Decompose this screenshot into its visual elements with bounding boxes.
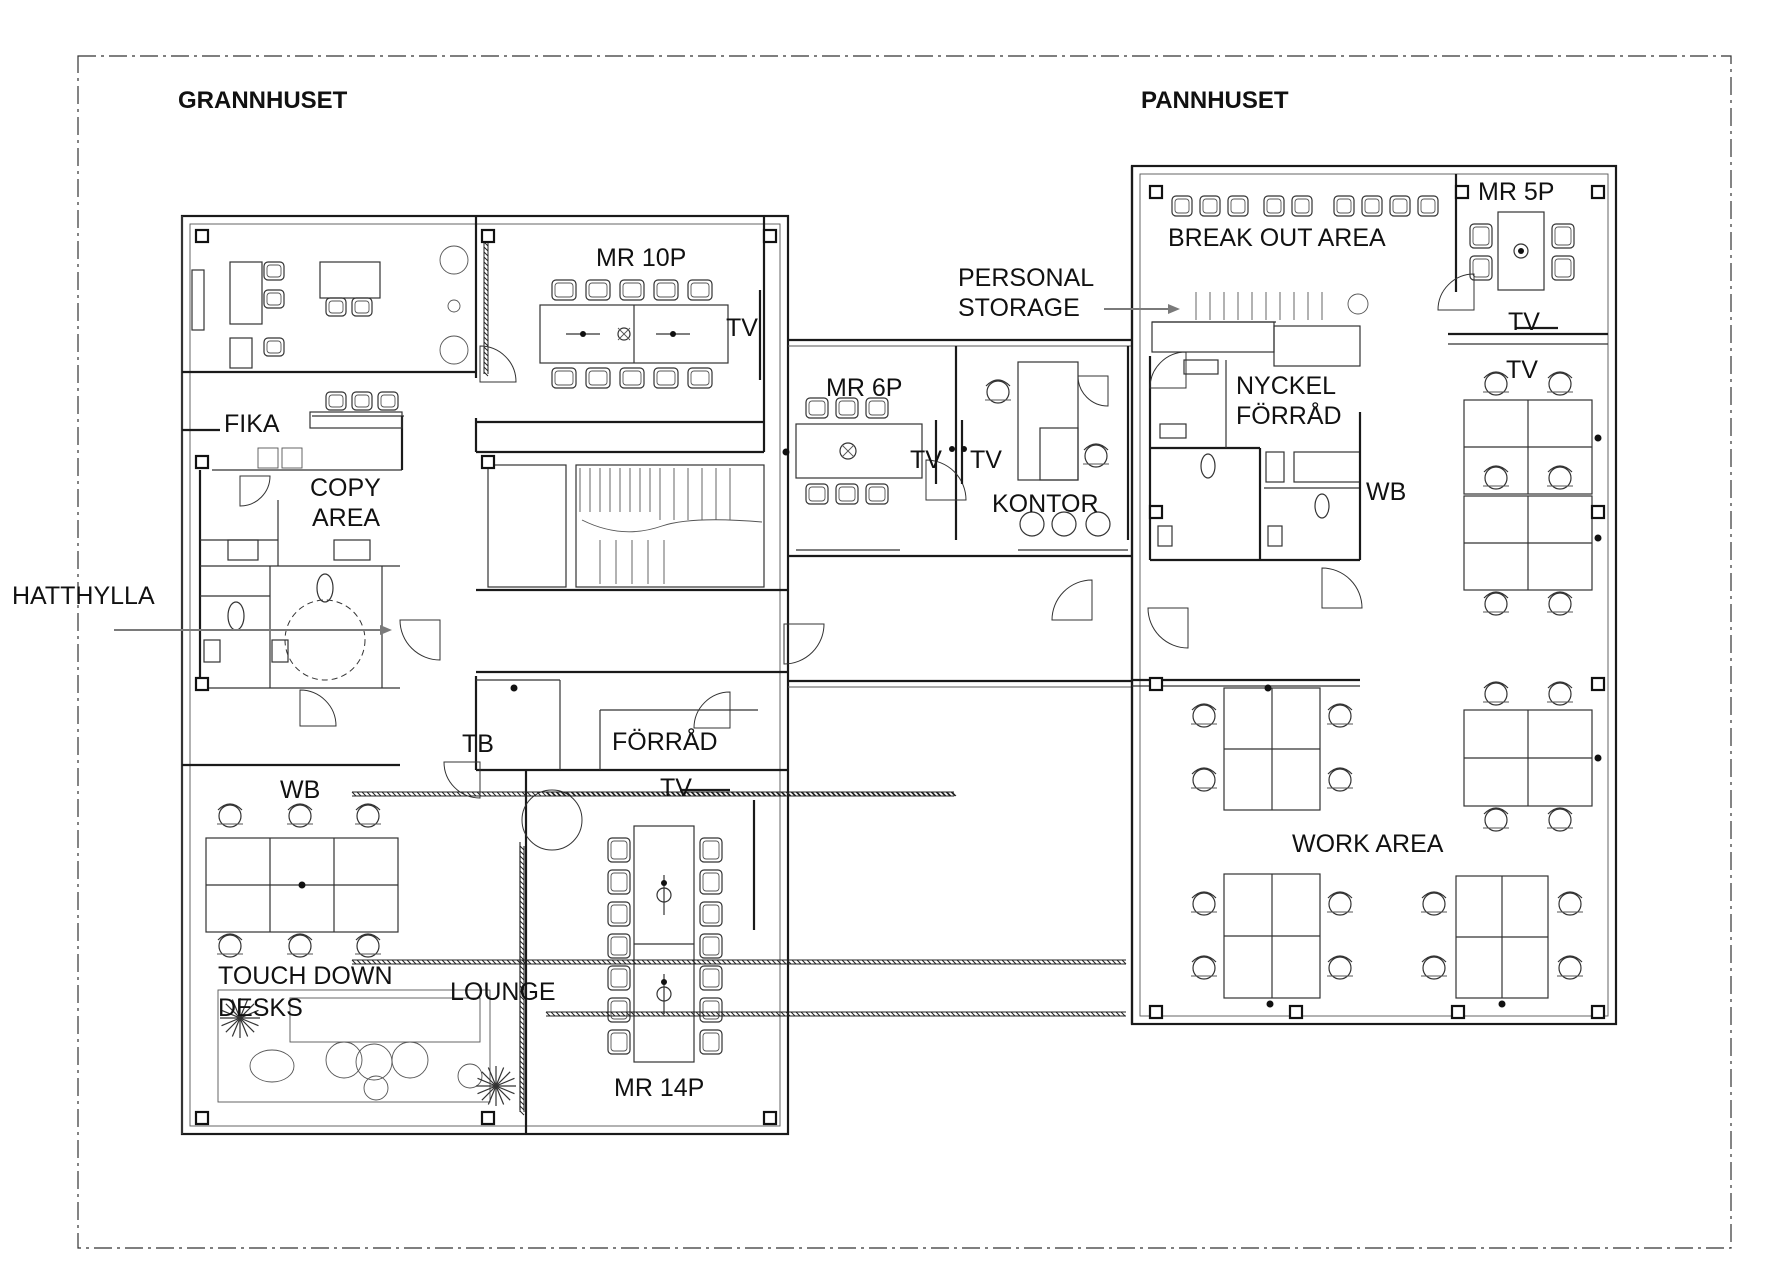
structural-column	[196, 456, 208, 468]
chair-icon	[1327, 704, 1353, 727]
label-hatthylla: HATTHYLLA	[12, 582, 155, 610]
chair-icon	[1483, 682, 1509, 705]
chair-icon	[1327, 956, 1353, 979]
label-tv-mr5p: TV	[1508, 308, 1540, 336]
acoustic-partition	[484, 232, 488, 376]
chair-icon	[1547, 466, 1573, 489]
wc-fixtures-left	[204, 540, 370, 680]
chair-icon	[326, 392, 346, 410]
mr6p-table	[796, 424, 922, 478]
label-lounge: LOUNGE	[450, 978, 556, 1006]
chair-icon	[620, 368, 644, 388]
chair-icon	[1172, 196, 1192, 216]
label-personal-storage-1: PERSONAL	[958, 264, 1095, 292]
chair-icon	[1557, 892, 1583, 915]
chair-icon	[586, 368, 610, 388]
chair-icon	[1083, 444, 1109, 467]
chair-icon	[1483, 466, 1509, 489]
chair-icon	[1483, 592, 1509, 615]
label-mr10p: MR 10P	[596, 244, 687, 272]
label-mr6p: MR 6P	[826, 374, 903, 402]
chair-icon	[608, 934, 630, 958]
staircase-icon	[580, 468, 762, 584]
structural-column	[196, 230, 208, 242]
chair-icon	[1470, 224, 1492, 248]
structural-column	[482, 456, 494, 468]
label-touch-down-1: TOUCH DOWN	[218, 962, 393, 990]
chair-icon	[1552, 224, 1574, 248]
chair-icon	[264, 262, 284, 280]
chair-icon	[1421, 956, 1447, 979]
chair-icon	[1557, 956, 1583, 979]
lounge-furniture	[250, 790, 582, 1100]
hatthylla-arrow	[114, 625, 392, 635]
mr10p-table	[540, 305, 728, 363]
chair-icon	[264, 290, 284, 308]
label-mr14p: MR 14P	[614, 1074, 705, 1102]
chair-icon	[700, 934, 722, 958]
chair-icon	[287, 934, 313, 957]
chair-icon	[608, 966, 630, 990]
tv-screens	[680, 328, 1558, 790]
chair-icon	[1421, 892, 1447, 915]
chair-icon	[1390, 196, 1410, 216]
personal-storage-lockers	[1196, 292, 1368, 320]
chair-icon	[1547, 808, 1573, 831]
chair-icon	[1547, 682, 1573, 705]
chair-icon	[654, 280, 678, 300]
door-swing-icon	[240, 274, 1474, 798]
pannhuset-walls	[1132, 166, 1616, 1024]
chair-icon	[355, 804, 381, 827]
structural-column	[1592, 506, 1604, 518]
chair-icon	[1418, 196, 1438, 216]
chair-icon	[866, 484, 888, 504]
structural-column	[1592, 678, 1604, 690]
structural-column	[482, 1112, 494, 1124]
structural-column	[1456, 186, 1468, 198]
chair-icon	[1327, 892, 1353, 915]
chair-icon	[654, 368, 678, 388]
chair-icon	[326, 298, 346, 316]
label-break-out-area: BREAK OUT AREA	[1168, 224, 1386, 252]
chair-icon	[1191, 956, 1217, 979]
chair-icon	[608, 838, 630, 862]
chair-icon	[620, 280, 644, 300]
mr6p-chairs	[806, 398, 888, 504]
label-tv-work: TV	[1506, 356, 1538, 384]
work-area-chairs	[1191, 372, 1583, 979]
label-tv-mr6p: TV	[910, 446, 942, 474]
touch-down-chairs	[217, 804, 381, 957]
label-tv-kontor: TV	[970, 446, 1002, 474]
structural-columns	[196, 186, 1604, 1124]
structural-column	[196, 678, 208, 690]
structural-column	[482, 230, 494, 242]
chair-icon	[688, 368, 712, 388]
label-fika: FIKA	[224, 410, 280, 438]
chair-icon	[608, 870, 630, 894]
chair-icon	[264, 338, 284, 356]
structural-column	[1452, 1006, 1464, 1018]
label-tv-mr14p: TV	[660, 774, 692, 802]
structural-column	[196, 1112, 208, 1124]
structural-column	[1150, 186, 1162, 198]
chair-icon	[608, 1030, 630, 1054]
label-forrad: FÖRRÅD	[612, 728, 718, 756]
label-tb: TB	[462, 730, 494, 758]
label-work-area: WORK AREA	[1292, 830, 1444, 858]
plan-boundary	[78, 56, 1731, 1248]
label-nyckel-1: NYCKEL	[1236, 372, 1337, 400]
chair-icon	[608, 902, 630, 926]
label-nyckel-2: FÖRRÅD	[1236, 402, 1342, 430]
chair-icon	[552, 368, 576, 388]
chair-icon	[217, 934, 243, 957]
chair-icon	[806, 484, 828, 504]
chair-icon	[1191, 768, 1217, 791]
chair-icon	[1292, 196, 1312, 216]
structural-column	[1150, 506, 1162, 518]
chair-icon	[700, 1030, 722, 1054]
chair-icon	[1547, 592, 1573, 615]
structural-column	[1150, 678, 1162, 690]
label-personal-storage-2: STORAGE	[958, 294, 1080, 322]
chair-icon	[1483, 808, 1509, 831]
chair-icon	[1334, 196, 1354, 216]
chair-icon	[700, 838, 722, 862]
label-kontor: KONTOR	[992, 490, 1099, 518]
chair-icon	[1362, 196, 1382, 216]
label-copy-area-2: AREA	[312, 504, 381, 532]
chair-icon	[806, 398, 828, 418]
chair-icon	[352, 392, 372, 410]
chair-icon	[1470, 256, 1492, 280]
chair-icon	[700, 966, 722, 990]
chair-icon	[985, 380, 1011, 403]
structural-column	[1592, 1006, 1604, 1018]
structural-column	[764, 230, 776, 242]
chair-icon	[378, 392, 398, 410]
chair-icon	[836, 484, 858, 504]
break-out-chairs	[1172, 196, 1438, 216]
chair-icon	[1200, 196, 1220, 216]
structural-column	[1592, 186, 1604, 198]
structural-column	[764, 1112, 776, 1124]
touch-down-desks	[206, 838, 398, 932]
chair-icon	[352, 298, 372, 316]
chair-icon	[355, 934, 381, 957]
label-wb-left: WB	[280, 776, 321, 804]
plant-icon	[476, 1066, 516, 1106]
structural-column	[1290, 1006, 1302, 1018]
chair-icon	[700, 998, 722, 1022]
work-area-desks	[1224, 400, 1592, 998]
chair-icon	[700, 902, 722, 926]
mr14p-table	[634, 826, 694, 1062]
chair-icon	[552, 280, 576, 300]
chair-icon	[1191, 704, 1217, 727]
chair-icon	[287, 804, 313, 827]
building-title-pannhuset: PANNHUSET	[1141, 87, 1289, 114]
chair-icon	[1547, 372, 1573, 395]
building-title-grannhuset: GRANNHUSET	[178, 87, 348, 114]
chair-icon	[608, 998, 630, 1022]
chair-icon	[700, 870, 722, 894]
chair-icon	[1264, 196, 1284, 216]
chair-icon	[1191, 892, 1217, 915]
chair-icon	[586, 280, 610, 300]
chair-icon	[217, 804, 243, 827]
chair-icon	[688, 280, 712, 300]
label-tv-mr10p: TV	[726, 314, 758, 342]
mr14p-chairs	[608, 838, 722, 1054]
chair-icon	[1228, 196, 1248, 216]
fika-chairs	[264, 262, 398, 410]
personal-storage-arrow	[1104, 304, 1180, 314]
structural-column	[1150, 1006, 1162, 1018]
chair-icon	[1552, 256, 1574, 280]
chair-icon	[1327, 768, 1353, 791]
label-wb-right: WB	[1366, 478, 1407, 506]
label-copy-area-1: COPY	[310, 474, 381, 502]
label-mr5p: MR 5P	[1478, 178, 1555, 206]
mr5p-table	[1498, 212, 1544, 290]
label-touch-down-2: DESKS	[218, 994, 303, 1022]
